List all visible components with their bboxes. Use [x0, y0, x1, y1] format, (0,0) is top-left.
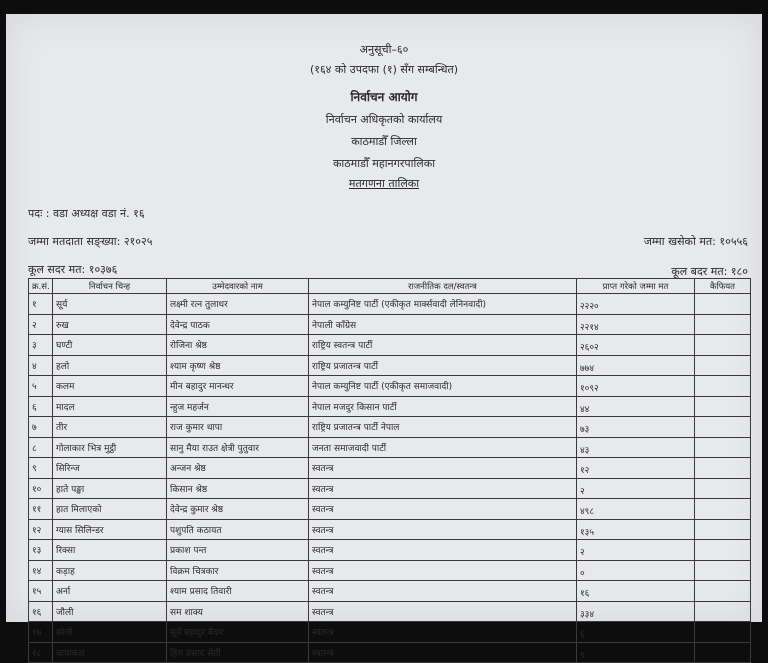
schedule-label: अनुसूची–६०: [359, 43, 409, 56]
total-voters: जम्मा मतदाता सङ्ख्या: २१०२५: [28, 235, 153, 248]
cell-votes: ७७४: [577, 355, 695, 376]
cell-party: राष्ट्रिय स्वतन्त्र पार्टी: [309, 335, 577, 356]
cell-candidate-name: विक्रम चित्रकार: [167, 560, 309, 581]
cell-serial: ३: [29, 335, 53, 356]
cell-serial: ४: [29, 355, 53, 376]
cell-remarks: [695, 355, 751, 376]
cell-remarks: [695, 560, 751, 581]
cell-remarks: [695, 458, 751, 479]
col-header-candidate: उम्मेदवारको नाम: [167, 279, 309, 294]
cell-candidate-name: पशुपति कठायत: [167, 519, 309, 540]
subsection-reference: (१६४ को उपदफा (१) सँग सम्बन्धित): [309, 63, 459, 76]
tally-sheet: [6, 14, 762, 661]
cell-serial: १२: [29, 519, 53, 540]
cell-candidate-name: देवेन्द्र कुमार श्रेष्ठ: [167, 499, 309, 520]
table-row: [29, 314, 751, 335]
cell-remarks: [695, 601, 751, 622]
col-header-sn: क्र.सं.: [29, 279, 53, 294]
cell-serial: ११: [29, 499, 53, 520]
cell-party: नेपाल कम्युनिष्ट पार्टी (एकीकृत समाजवादी): [309, 376, 577, 397]
cell-symbol: सोली: [53, 622, 167, 643]
cell-party: स्वतन्त्र: [309, 622, 577, 643]
col-header-votes: प्राप्त गरेको जम्मा मत: [577, 279, 695, 294]
cell-serial: १७: [29, 622, 53, 643]
cell-candidate-name: न्हुज महर्जन: [167, 396, 309, 417]
table-header-row: [29, 279, 751, 294]
table-row: [29, 499, 751, 520]
district-name: काठमाडौँ जिल्ला: [351, 135, 417, 148]
commission-name: निर्वाचन आयोग: [350, 90, 418, 104]
cell-votes: ९: [577, 642, 695, 663]
cell-votes: ७३: [577, 417, 695, 438]
cell-symbol: कड़ाह: [53, 560, 167, 581]
table-row: [29, 437, 751, 458]
cell-symbol: सूर्य: [53, 294, 167, 315]
cell-symbol: रिक्सा: [53, 540, 167, 561]
cell-party: नेपाल मजदुर किसान पार्टी: [309, 396, 577, 417]
cell-party: नेपाल कम्युनिष्ट पार्टी (एकीकृत मार्क्सवादी लेनिनवादी): [309, 294, 577, 315]
cell-party: राष्ट्रिय प्रजातन्त्र पार्टी नेपाल: [309, 417, 577, 438]
vote-tally-table: [28, 278, 751, 663]
cell-candidate-name: सूर्य बहादुर बैदार: [167, 622, 309, 643]
cell-party: स्वतन्त्र: [309, 642, 577, 663]
cell-remarks: [695, 376, 751, 397]
cell-votes: ६: [577, 622, 695, 643]
cell-serial: ५: [29, 376, 53, 397]
table-row: [29, 417, 751, 438]
cell-candidate-name: अन्जन श्रेष्ठ: [167, 458, 309, 479]
cell-serial: १६: [29, 601, 53, 622]
cell-remarks: [695, 294, 751, 315]
table-row: [29, 355, 751, 376]
cell-votes: ३३४: [577, 601, 695, 622]
cell-serial: ९: [29, 458, 53, 479]
cell-symbol: घण्टी: [53, 335, 167, 356]
cell-remarks: [695, 622, 751, 643]
cell-serial: ६: [29, 396, 53, 417]
cell-candidate-name: सम शाक्य: [167, 601, 309, 622]
cell-remarks: [695, 417, 751, 438]
post-label: पदः : वडा अध्यक्ष वडा नं. १६: [28, 207, 145, 220]
cell-candidate-name: हिरा प्रसाद सेती: [167, 642, 309, 663]
office-name: निर्वाचन अधिकृतको कार्यालय: [325, 113, 443, 126]
table-row: [29, 396, 751, 417]
cell-party: स्वतन्त्र: [309, 560, 577, 581]
cell-candidate-name: रोजिना श्रेष्ठ: [167, 335, 309, 356]
cell-party: स्वतन्त्र: [309, 458, 577, 479]
cell-votes: १३५: [577, 519, 695, 540]
cell-remarks: [695, 642, 751, 663]
table-row: [29, 478, 751, 499]
table-row: [29, 519, 751, 540]
cell-serial: १०: [29, 478, 53, 499]
cell-votes: २: [577, 540, 695, 561]
cell-remarks: [695, 519, 751, 540]
cell-candidate-name: श्याम कृष्ण श्रेष्ठ: [167, 355, 309, 376]
document-title: [6, 176, 762, 191]
municipality-name: काठमाडौँ महानगरपालिका: [332, 157, 436, 170]
cell-serial: १३: [29, 540, 53, 561]
cell-serial: ७: [29, 417, 53, 438]
cell-symbol: मादल: [53, 396, 167, 417]
total-invalid-votes: कूल बदर मत: १८०: [671, 265, 748, 278]
cell-remarks: [695, 335, 751, 356]
cell-candidate-name: राज कुमार थापा: [167, 417, 309, 438]
cell-candidate-name: किसान श्रेष्ठ: [167, 478, 309, 499]
table-row: [29, 376, 751, 397]
cell-votes: १६: [577, 581, 695, 602]
cell-symbol: रुख: [53, 314, 167, 335]
cell-symbol: अर्ना: [53, 581, 167, 602]
table-row: [29, 622, 751, 643]
cell-votes: ०: [577, 560, 695, 581]
cell-candidate-name: श्याम प्रसाद तिवारी: [167, 581, 309, 602]
table-row: [29, 601, 751, 622]
table-row: [29, 642, 751, 663]
cell-votes: २: [577, 478, 695, 499]
cell-remarks: [695, 314, 751, 335]
cell-remarks: [695, 437, 751, 458]
cell-symbol: सिरिन्ज: [53, 458, 167, 479]
col-header-remarks: कैफियत: [695, 279, 751, 294]
cell-remarks: [695, 581, 751, 602]
cell-symbol: हाते पङ्खा: [53, 478, 167, 499]
cell-party: स्वतन्त्र: [309, 581, 577, 602]
cell-serial: २: [29, 314, 53, 335]
cell-remarks: [695, 540, 751, 561]
cell-serial: १: [29, 294, 53, 315]
cell-serial: १८: [29, 642, 53, 663]
cell-serial: ८: [29, 437, 53, 458]
col-header-symbol: निर्वाचन चिन्ह: [53, 279, 167, 294]
cell-party: स्वतन्त्र: [309, 601, 577, 622]
table-row: [29, 540, 751, 561]
cell-symbol: हलो: [53, 355, 167, 376]
cell-symbol: ग्यास सिलिन्डर: [53, 519, 167, 540]
cell-votes: २२२०: [577, 294, 695, 315]
cell-party: राष्ट्रिय प्रजातन्त्र पार्टी: [309, 355, 577, 376]
cell-votes: २६०२: [577, 335, 695, 356]
cell-votes: १०९२: [577, 376, 695, 397]
table-row: [29, 560, 751, 581]
cell-party: नेपाली काँग्रेस: [309, 314, 577, 335]
cell-candidate-name: देवेन्द्र पाठक: [167, 314, 309, 335]
cell-symbol: तीर: [53, 417, 167, 438]
cell-votes: १२: [577, 458, 695, 479]
cell-votes: २२१४: [577, 314, 695, 335]
cell-candidate-name: लक्ष्मी रत्न तुलाधर: [167, 294, 309, 315]
cell-symbol: हात मिलाएको: [53, 499, 167, 520]
cell-remarks: [695, 478, 751, 499]
cell-symbol: जौली: [53, 601, 167, 622]
cell-votes: ४९८: [577, 499, 695, 520]
cell-symbol: कलम: [53, 376, 167, 397]
total-votes-cast: जम्मा खसेको मत: १०५५६: [643, 235, 748, 248]
table-row: [29, 458, 751, 479]
cell-candidate-name: प्रकाश पन्त: [167, 540, 309, 561]
table-row: [29, 581, 751, 602]
cell-serial: १४: [29, 560, 53, 581]
cell-remarks: [695, 499, 751, 520]
cell-votes: ४४: [577, 396, 695, 417]
cell-party: स्वतन्त्र: [309, 540, 577, 561]
cell-candidate-name: मीन बहादुर मानन्धर: [167, 376, 309, 397]
cell-votes: ४३: [577, 437, 695, 458]
cell-remarks: [695, 396, 751, 417]
col-header-party: राजनीतिक दल/स्वतन्त्र: [309, 279, 577, 294]
cell-party: स्वतन्त्र: [309, 519, 577, 540]
cell-serial: १५: [29, 581, 53, 602]
cell-party: स्वतन्त्र: [309, 478, 577, 499]
cell-symbol: गोलाकार भित्र मुट्ठी: [53, 437, 167, 458]
total-valid-votes: कूल सदर मत: १०३७६: [28, 263, 118, 276]
cell-party: जनता समाजवादी पार्टी: [309, 437, 577, 458]
cell-party: स्वतन्त्र: [309, 499, 577, 520]
cell-symbol: चापाकल: [53, 642, 167, 663]
document-title-text: मतगणना तालिका: [348, 177, 420, 190]
table-row: [29, 335, 751, 356]
table-row: [29, 294, 751, 315]
cell-candidate-name: सानु मैया राउत क्षेत्री पुतुवार: [167, 437, 309, 458]
